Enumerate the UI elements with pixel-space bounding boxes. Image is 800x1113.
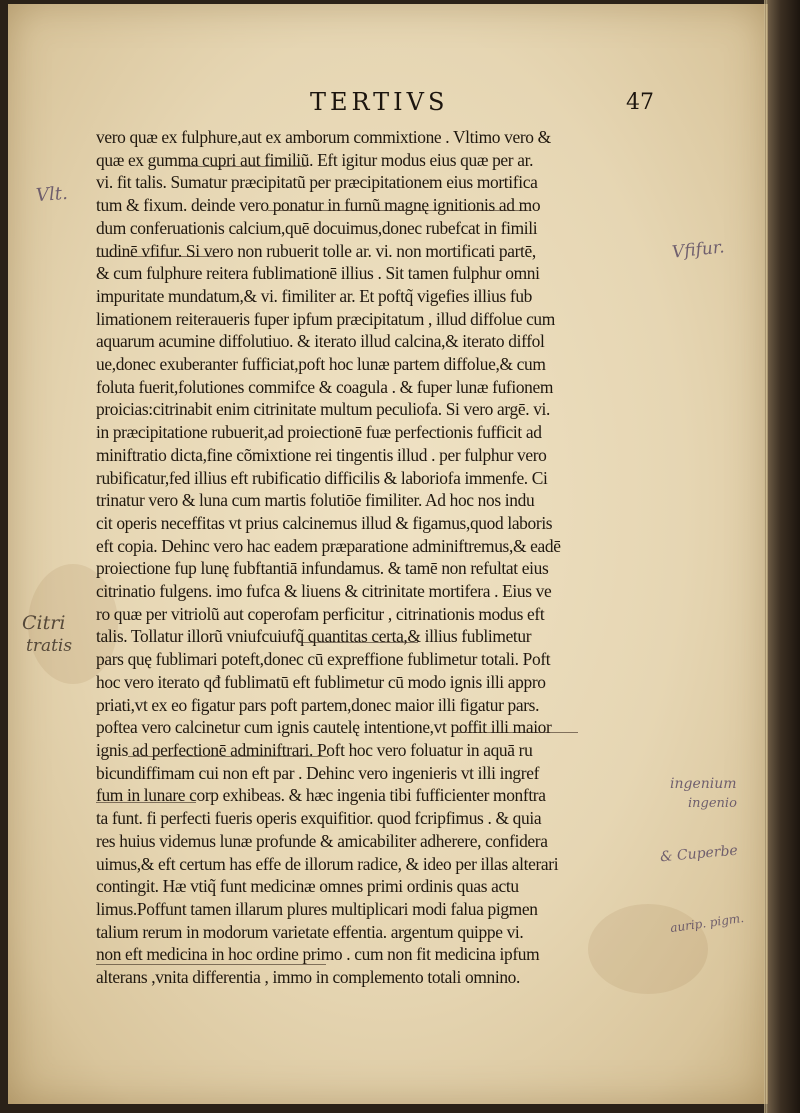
page-header [8, 88, 768, 118]
text-line: tum & fixum. deinde vero ponatur in furnũ magnę ignitionis ad mo [96, 195, 541, 216]
text-line: contingit. Hæ vtiq̃ funt medicinæ omnes primi ordinis quas actu [96, 876, 519, 897]
text-line: & cum fulphure reitera fublimationē illius . Sit tamen fulphur omni [96, 263, 540, 284]
marginal-note: ingenio [688, 796, 737, 811]
text-line: eft copia. Dehinc vero hac eadem præparatione adminiftremus,& eadē [96, 535, 561, 556]
text-line: miniftratio dicta,fine cõmixtione rei tingentis illud . per fulphur vero [96, 444, 547, 465]
book-page [8, 4, 768, 1104]
text-line: foluta fuerit,folutiones commifce & coagula . & fuper lunæ fufionem [96, 376, 554, 397]
text-line: fum in lunare corp exhibeas. & hæc ingenia tibi fufficienter monftra [96, 785, 546, 806]
text-line: res huius videmus lunæ profunde & amicabiliter adherere, confidera [96, 830, 548, 851]
text-line: ta funt. fi perfecti fueris operis exquifitior. quod fcripfimus . & quia [96, 808, 542, 829]
text-line: ignis ad perfectionē adminiftrari. Poft hoc vero foluatur in aquā ru [96, 739, 533, 760]
underline-mark [298, 642, 418, 643]
page-number: 47 [626, 90, 654, 115]
book-gutter [768, 0, 800, 1113]
text-line: rubificatur,fed illius eft rubificatio difficilis & laboriofa immenfe. Ci [96, 467, 548, 488]
text-line: proiectione fup lunę fubftantiā infundamus. & tamē non refultat eius [96, 558, 549, 579]
running-head: TERTIVS [310, 88, 449, 116]
text-line: ro quæ per vitriolũ aut coperofam perficitur , citrinationis modus eft [96, 603, 545, 624]
text-line: talis. Tollatur illorũ vniufcuiufq̃ quantitas certa,& illius fublimetur [96, 626, 532, 647]
marginal-note: aurip. pigm. [669, 910, 745, 936]
text-line: impuritate mundatum,& vi. fimiliter ar. Et poftq̃ vigefies illius fub [96, 285, 533, 306]
underline-mark [268, 210, 528, 211]
text-line: priati,vt ex eo figatur pars poft partem,donec maior illi figatur pars. [96, 694, 540, 715]
text-line: tudinē vfifur. Si vero non rubuerit tolle ar. vi. non mortificati partē, [96, 240, 536, 261]
text-line: quæ ex gumma cupri aut fimiliũ. Eft igitur modus eius quæ per ar. [96, 149, 534, 170]
text-line: citrinatio fulgens. imo fufca & liuens & citrinitate mortifera . Eius ve [96, 581, 552, 602]
marginal-note: Citri [22, 612, 66, 634]
text-line: ue,donec exuberanter fufficiat,poft hoc lunæ partem diffolue,& cum [96, 354, 546, 375]
text-line: vero quæ ex fulphure,aut ex amborum commixtione . Vltimo vero & [96, 127, 551, 147]
marginal-note: ingenium [670, 776, 737, 792]
marginal-note: Vlt. [35, 182, 69, 207]
text-line: talium rerum in modorum varietate effentia. argentum quippe vi. [96, 921, 524, 942]
text-line: pars quę fublimari poteft,donec cū expreffione fublimetur totali. Poft [96, 649, 551, 670]
text-line: in præcipitatione rubuerit,ad proiectionē fuæ perfectionis fufficit ad [96, 422, 542, 443]
text-line: cit operis neceffitas vt prius calcinemus illud & figamus,quod laboris [96, 512, 553, 533]
underline-mark [96, 256, 216, 257]
text-line: limus.Poffunt tamen illarum plures multiplicari modi falua pigmen [96, 898, 538, 919]
text-line: dum conferuationis calcium,quē docuimus,donec rubefcat in fimili [96, 217, 538, 238]
underline-mark [96, 964, 326, 965]
text-line: alterans ,vnita differentia , immo in complemento totali omnino. [96, 967, 521, 988]
underline-mark [453, 732, 578, 733]
text-line: limationem reiteraueris fuper ipfum præcipitatum , illud diffolue cum [96, 308, 555, 329]
marginal-note: & Cuperbe [659, 842, 739, 866]
marginal-note: tratis [26, 636, 73, 656]
text-line: trinatur vero & luna cum martis folutiōe fimiliter. Ad hoc nos indu [96, 490, 535, 511]
text-line: uimus,& eft certum has effe de illorum radice, & ideo per illas alterari [96, 853, 559, 874]
underline-mark [128, 756, 328, 757]
text-line: hoc vero iterato qđ fublimatū eft fublimetur cū modo ignis illi appro [96, 671, 546, 692]
text-line: poftea vero calcinetur cum ignis cautelę intentione,vt poffit illi maior [96, 717, 552, 738]
text-line: bicundiffimam cui non eft par . Dehinc vero ingenieris vt illi ingref [96, 762, 540, 783]
text-line: non eft medicina in hoc ordine primo . cum non fit medicina ipfum [96, 944, 540, 965]
underline-mark [96, 802, 196, 803]
underline-mark [179, 166, 307, 167]
text-line: proicias:citrinabit enim citrinitate multum peculiofa. Si vero argē. vi. [96, 399, 551, 420]
text-line: aquarum acumine diffolutiuo. & iterato illud calcina,& iterato diffol [96, 331, 545, 352]
marginal-note: Vfifur. [671, 237, 726, 263]
text-line: vi. fit talis. Sumatur præcipitatũ per præcipitationem eius mortifica [96, 172, 538, 193]
